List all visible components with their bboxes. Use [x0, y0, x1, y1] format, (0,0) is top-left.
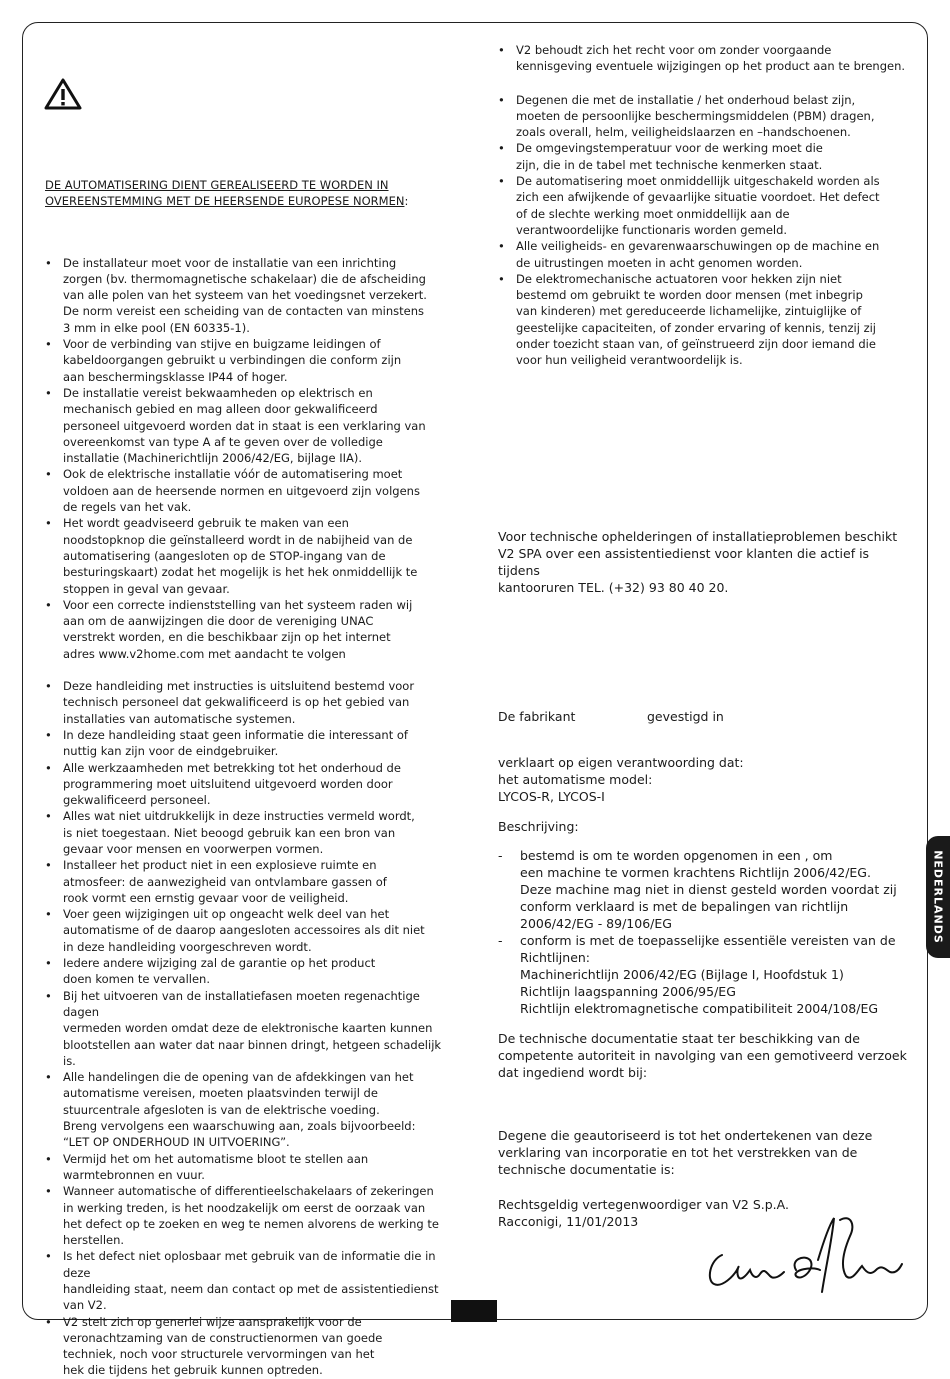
left-column	[45, 177, 457, 1379]
list-item: • In deze handleiding staat geen informatie die interessant of nuttig kan zijn voor de eindgebruiker.	[45, 727, 457, 760]
representative-text: Rechtsgeldig vertegenwoordiger van V2 S.p.A. Racconigi, 11/01/2013	[498, 1197, 789, 1229]
list-item: • Alle veiligheids- en gevarenwaarschuwingen op de machine en de uitrustingen moeten in acht genomen worden.	[498, 238, 913, 271]
description-list	[498, 847, 918, 1017]
list-item: • Wanneer automatische of differentieelschakelaars of zekeringen in werking treden, is het noodzakelijk om eerst de oorzaak van het defect op te zoeken en weg te nemen alvorens de werking te herstellen.	[45, 1183, 457, 1248]
list-item: - bestemd is om te worden opgenomen in een , om een machine te vormen krachtens Richtlijn 2006/42/EG. Deze machine mag niet in dienst gesteld worden voordat zij conform verklaard is met de bepalingen van richtlijn 2006/42/EG - 89/106/EG	[498, 847, 918, 932]
usage-list	[45, 678, 457, 1379]
list-item: • Voor een correcte indienststelling van het systeem raden wij aan om de aanwijzingen die door de vereniging UNAC verstrekt worden, en die beschikbaar zijn op het internet adres www.v2home.com met aandacht te volgen	[45, 597, 457, 662]
list-item: • Installeer het product niet in een explosieve ruimte en atmosfeer: de aanwezigheid van ontvlambare gassen of rook vormt een ernstig gevaar voor de veiligheid.	[45, 857, 457, 906]
heading-tail: :	[404, 194, 409, 209]
authorized-text: Degene die geautoriseerd is tot het ondertekenen van deze verklaring van incorporatie en tot het verstrekken van de technische documentatie is:	[498, 1128, 873, 1177]
manufacturer-location: gevestigd in	[647, 709, 724, 724]
list-item: • Voor de verbinding van stijve en buigzame leidingen of kabeldoorgangen gebruikt u verbindingen die conform zijn aan beschermingsklasse IP44 of hoger.	[45, 336, 457, 385]
list-item: - conform is met de toepasselijke essentiële vereisten van de Richtlijnen: Machinerichtlijn 2006/42/EG (Bijlage I, Hoofdstuk 1) Richtlijn laagspanning 2006/95/EG Richtlijn elektromagnetische compatibiliteit 2004/108/EG	[498, 932, 918, 1017]
signature	[700, 1210, 910, 1300]
list-item: • De elektromechanische actuatoren voor hekken zijn niet bestemd om gebruikt te worden door mensen (met inbegrip van kinderen) met gereduceerde lichamelijke, zintuiglijke of geestelijke capaciteiten, of zonder ervaring of kennis, tenzij zij onder toezicht staan van, of geïnstrueerd zijn door iemand die voor hun veiligheid verantwoordelijk is.	[498, 271, 913, 369]
list-item: • Alle handelingen die de opening van de afdekkingen van het automatisme vereisen, moeten plaatsvinden terwijl de stuurcentrale afgesloten is van de elektrische voeding. Breng vervolgens een waarschuwing aan, zoals bijvoorbeeld: “LET OP ONDERHOUD IN UITVOERING”.	[45, 1069, 457, 1150]
manufacturer-label: De fabrikant	[498, 709, 576, 724]
declaration-text: verklaart op eigen verantwoording dat: het automatisme model: LYCOS-R, LYCOS-I	[498, 755, 744, 804]
rights-list	[498, 42, 913, 75]
list-item: • Is het defect niet oplosbaar met gebruik van de informatie die in deze handleiding staat, neem dan contact op met de assistentiedienst van V2.	[45, 1248, 457, 1313]
list-item: • Deze handleiding met instructies is uitsluitend bestemd voor technisch personeel dat gekwalificeerd is op het gebied van installaties van automatische systemen.	[45, 678, 457, 727]
warning-icon	[44, 78, 82, 110]
list-item: • Vermijd het om het automatisme bloot te stellen aan warmtebronnen en vuur.	[45, 1151, 457, 1184]
heading-underlined: DE AUTOMATISERING DIENT GEREALISEERD TE WORDEN IN OVEREENSTEMMING MET DE HEERSENDE EUROPESE NORMEN	[45, 178, 405, 209]
installation-list	[45, 255, 457, 662]
support-text: Voor technische ophelderingen of installatieproblemen beschikt V2 SPA over een assistentiedienst voor klanten die actief is tijdens kantooruren TEL. (+32) 93 80 40 20.	[498, 529, 898, 595]
list-item: • Voer geen wijzigingen uit op ongeacht welk deel van het automatisme of de daarop aangesloten accessoires als dit niet in deze handleiding voorgeschreven wordt.	[45, 906, 457, 955]
list-item: • De omgevingstemperatuur voor de werking moet die zijn, die in de tabel met technische kenmerken staat.	[498, 140, 913, 173]
documentation-text: De technische documentatie staat ter beschikking van de competente autoriteit in navolging van een gemotiveerd verzoek dat ingediend wordt bij:	[498, 1031, 907, 1080]
list-item: • De installateur moet voor de installatie van een inrichting zorgen (bv. thermomagnetische schakelaar) die de afscheiding van alle polen van het systeem van het voedingsnet verzekert. De norm vereist een scheiding van de contacten van minstens 3 mm in elke pool (EN 60335-1).	[45, 255, 457, 336]
language-tab-label: NEDERLANDS	[931, 850, 945, 944]
page-number-tab	[451, 1300, 497, 1322]
safety-list	[498, 92, 913, 369]
list-item: • Ook de elektrische installatie vóór de automatisering moet voldoen aan de heersende normen en uitgevoerd zijn volgens de regels van het vak.	[45, 466, 457, 515]
list-item: • De installatie vereist bekwaamheden op elektrisch en mechanisch gebied en mag alleen door gekwalificeerd personeel uitgevoerd worden dat in staat is een verklaring van overeenkomst van type A af te geven over de volledige installatie (Machinerichtlijn 2006/42/EG, bijlage IIA).	[45, 385, 457, 466]
right-column	[498, 42, 913, 369]
list-item: • Het wordt geadviseerd gebruik te maken van een noodstopknop die geïnstalleerd wordt in de nabijheid van de automatisering (aangesloten op de STOP-ingang van de besturingskaart) zodat het mogelijk is het hek onmiddellijk te stoppen in geval van gevaar.	[45, 515, 457, 596]
list-item: • Alle werkzaamheden met betrekking tot het onderhoud de programmering moet uitsluitend uitgevoerd worden door gekwalificeerd personeel.	[45, 760, 457, 809]
list-item: • Alles wat niet uitdrukkelijk in deze instructies vermeld wordt, is niet toegestaan. Niet beoogd gebruik kan een bron van gevaar voor mensen en voorwerpen vormen.	[45, 808, 457, 857]
heading	[45, 177, 457, 210]
list-item: • Iedere andere wijziging zal de garantie op het product doen komen te vervallen.	[45, 955, 457, 988]
list-item: • Degenen die met de installatie / het onderhoud belast zijn, moeten de persoonlijke beschermingsmiddelen (PBM) dragen, zoals overall, helm, veiligheidslaarzen en –handschoenen.	[498, 92, 913, 141]
language-tab	[926, 836, 950, 958]
description-label: Beschrijving:	[498, 819, 579, 834]
list-item: • De automatisering moet onmiddellijk uitgeschakeld worden als zich een afwijkende of gevaarlijke situatie voordoet. Het defect of de slechte werking moet onmiddellijk aan de verantwoordelijke functionaris worden gemeld.	[498, 173, 913, 238]
list-item: • Bij het uitvoeren van de installatiefasen moeten regenachtige dagen vermeden worden omdat deze de elektronische kaarten kunnen blootstellen aan water dat naar binnen dringt, hetgeen schadelijk is.	[45, 988, 457, 1069]
list-item: • V2 stelt zich op generlei wijze aansprakelijk voor de veronachtzaming van de constructienormen van goede techniek, noch voor structurele vervormingen van het hek die tijdens het gebruik kunnen optreden.	[45, 1314, 457, 1379]
list-item: • V2 behoudt zich het recht voor om zonder voorgaande kennisgeving eventuele wijzigingen op het product aan te brengen.	[498, 42, 913, 75]
